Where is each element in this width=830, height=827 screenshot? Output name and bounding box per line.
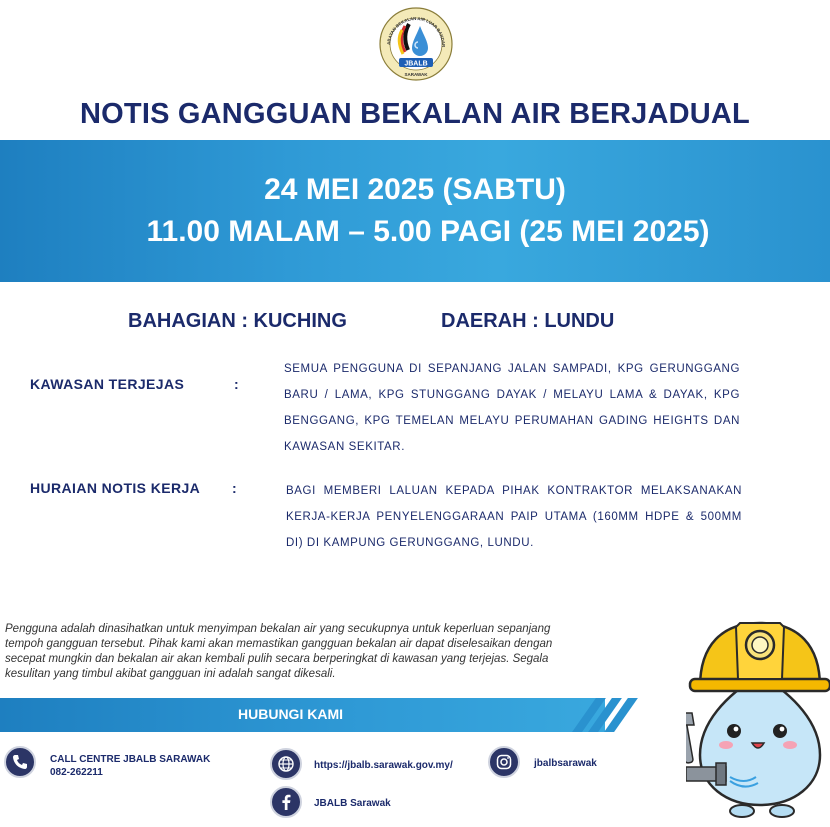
huraian-colon: : [232, 480, 237, 496]
call-centre-number[interactable]: 082-262211 [50, 767, 103, 778]
notice-title: NOTIS GANGGUAN BEKALAN AIR BERJADUAL [80, 98, 750, 130]
phone-icon [4, 746, 36, 778]
schedule-time: 11.00 MALAM – 5.00 PAGI (25 MEI 2025) [146, 215, 710, 248]
logo-ring-text: ABATAN BEKALAN AIR LUAR BANDAR [385, 15, 447, 48]
schedule-date: 24 MEI 2025 (SABTU) [264, 173, 566, 206]
instagram-handle[interactable]: jbalbsarawak [534, 758, 597, 769]
contact-heading: HUBUNGI KAMI [238, 706, 343, 722]
website-link[interactable]: https://jbalb.sarawak.gov.my/ [314, 760, 453, 771]
daerah-label: DAERAH : LUNDU [441, 310, 615, 332]
facebook-page[interactable]: JBALB Sarawak [314, 798, 391, 809]
logo-badge-text: JBALB [404, 60, 428, 68]
globe-icon [270, 748, 302, 780]
huraian-notis-label: HURAIAN NOTIS KERJA [30, 480, 201, 496]
kawasan-colon: : [234, 376, 239, 392]
facebook-icon [270, 786, 302, 818]
kawasan-terjejas-label: KAWASAN TERJEJAS [30, 376, 185, 392]
schedule-banner [0, 140, 830, 282]
instagram-icon [488, 746, 520, 778]
water-drop-mascot [686, 615, 830, 822]
logo-bottom-text: SARAWAK [404, 72, 428, 77]
advisory-note: Pengguna adalah dinasihatkan untuk menyimpan bekalan air yang secukupnya untuk keperluan sepanjang tempoh gangguan tersebut. Pihak kami akan memastikan gangguan bekalan air dapat diselesaikan dengan secepat mungkin dan bekalan air akan kembali pulih secara berperingkat di kawasan yang terjejas. Segala kesulitan yang timbul akibat gangguan ini adalah sangat dikesali. [5, 623, 553, 680]
call-centre-label: CALL CENTRE JBALB SARAWAK [50, 754, 211, 765]
contact-heading-bar [0, 698, 605, 732]
jbalb-logo [378, 6, 454, 82]
kawasan-terjejas-text: SEMUA PENGGUNA DI SEPANJANG JALAN SAMPADI, KPG GERUNGGANG BARU / LAMA, KPG STUNGGANG DAYAK / MELAYU LAMA & DAYAK, KPG BENGGANG, KPG TEMELAN MELAYU PERUMAHAN GADING HEIGHTS DAN KAWASAN SEKITAR. [284, 363, 740, 453]
bahagian-label: BAHAGIAN : KUCHING [128, 310, 347, 332]
huraian-notis-text: BAGI MEMBERI LALUAN KEPADA PIHAK KONTRAKTOR MELAKSANAKAN KERJA-KERJA PENYELENGGARAAN PAIP UTAMA (160MM HDPE & 500MM DI) DI KAMPUNG GERUNGGANG, LUNDU. [286, 485, 742, 549]
